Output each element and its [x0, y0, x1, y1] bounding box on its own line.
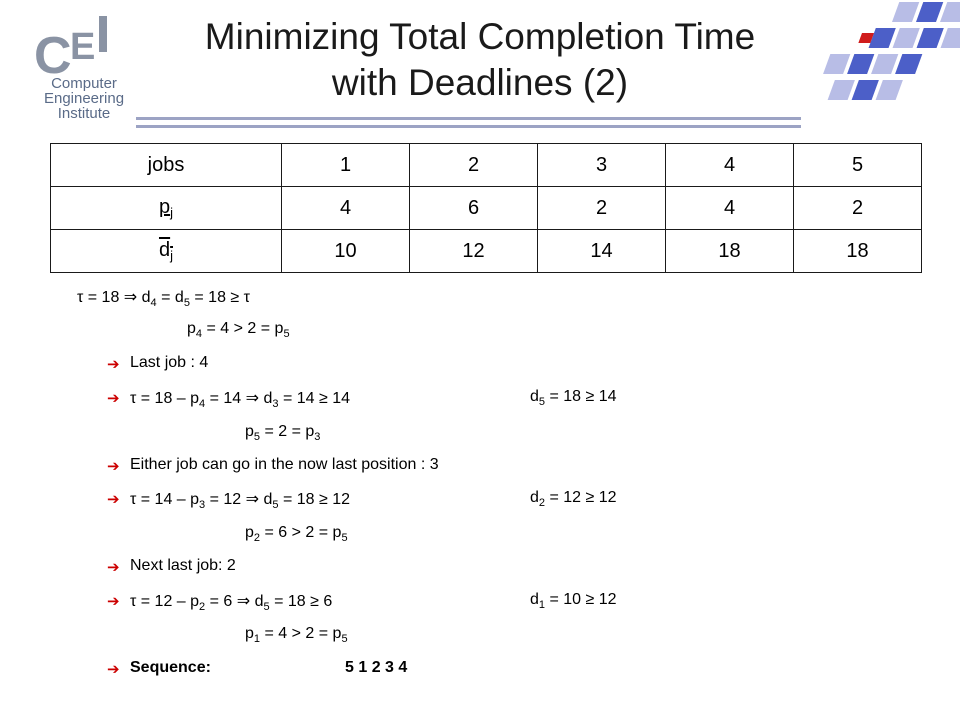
table-cell-d: 18 — [666, 230, 794, 273]
table-cell-p: 4 — [282, 187, 410, 230]
l7-c: = 18 ≥ 12 — [278, 491, 351, 508]
l5-b: = 2 = p — [260, 423, 315, 440]
arrow-right-icon: ➔ — [107, 356, 120, 373]
l7-sub1: 3 — [199, 499, 206, 511]
text-line-9: Next last job: 2 — [130, 557, 236, 574]
arrow-right-icon: ➔ — [107, 491, 120, 508]
l8-a: p — [245, 524, 254, 541]
l2-a: p — [187, 320, 196, 337]
l10-sub1: 2 — [199, 601, 206, 613]
l7r-b: = 12 ≥ 12 — [545, 489, 617, 506]
l7-b: = 12 ⇒ d — [205, 491, 273, 508]
title-line1: Minimizing Total Completion Time — [204, 16, 756, 57]
l10r-b: = 10 ≥ 12 — [545, 591, 617, 608]
table-header-d — [51, 230, 282, 273]
jobs-table — [50, 143, 922, 273]
logo-bar-shape — [99, 16, 107, 52]
logo-line3: Institute — [57, 105, 111, 122]
logo-text — [36, 76, 132, 121]
arrow-right-icon: ➔ — [107, 559, 120, 576]
text-line-1 — [77, 287, 250, 309]
l10r-a: d — [530, 591, 539, 608]
l4-b: = 14 ⇒ d — [205, 390, 273, 407]
table-cell-job: 5 — [794, 144, 922, 187]
decorative-squares — [820, 0, 960, 110]
l4-c: = 14 ≥ 14 — [278, 390, 351, 407]
l11-sub2: 5 — [341, 633, 348, 645]
table-cell-p: 2 — [538, 187, 666, 230]
l1-a: τ = 18 ⇒ d — [77, 289, 151, 306]
text-line-5 — [245, 423, 320, 443]
l7-a: τ = 14 – p — [130, 491, 200, 508]
l1-sub1: 4 — [150, 297, 157, 309]
table-cell-d: 12 — [410, 230, 538, 273]
text-line-11 — [245, 625, 348, 645]
table-cell-p: 2 — [794, 187, 922, 230]
text-line-8 — [245, 524, 348, 544]
l2-b: = 4 > 2 = p — [202, 320, 284, 337]
table-cell-job: 2 — [410, 144, 538, 187]
text-line-7 — [130, 489, 350, 511]
l10r-sub: 1 — [538, 599, 546, 611]
l7-sub2: 5 — [272, 499, 279, 511]
text-line-10-right — [530, 591, 617, 611]
table-cell-job: 1 — [282, 144, 410, 187]
l4-sub2: 3 — [272, 398, 279, 410]
l8-b: = 6 > 2 = p — [260, 524, 342, 541]
p-label-sub: j — [170, 205, 173, 220]
l10-c: = 18 ≥ 6 — [269, 593, 333, 610]
l4r-sub: 5 — [538, 396, 546, 408]
table-cell-d: 18 — [794, 230, 922, 273]
l2-sub1: 4 — [195, 328, 203, 340]
l7r-a: d — [530, 489, 539, 506]
table-cell-d: 14 — [538, 230, 666, 273]
table-cell-job: 4 — [666, 144, 794, 187]
table-header-jobs: jobs — [51, 144, 282, 187]
table-row-jobs — [51, 144, 922, 187]
text-line-10 — [130, 591, 332, 613]
logo-line2: Engineering — [43, 90, 125, 107]
l2-sub2: 5 — [283, 328, 290, 340]
l11-sub1: 1 — [253, 633, 261, 645]
d-label-sub: j — [170, 248, 173, 263]
table-row-p — [51, 187, 922, 230]
title-line2: with Deadlines (2) — [331, 62, 629, 103]
text-line-6: Either job can go in the now last position : 3 — [130, 456, 439, 473]
arrow-right-icon: ➔ — [107, 390, 120, 407]
l7r-sub: 2 — [538, 497, 546, 509]
l10-b: = 6 ⇒ d — [205, 593, 264, 610]
l11-a: p — [245, 625, 254, 642]
logo-letter-c: C — [34, 27, 72, 85]
l5-sub2: 3 — [314, 431, 321, 443]
text-line-7-right — [530, 489, 617, 509]
text-line-4-right — [530, 388, 617, 408]
table-row-d — [51, 230, 922, 273]
arrow-right-icon: ➔ — [107, 661, 120, 678]
l4r-b: = 18 ≥ 14 — [545, 388, 617, 405]
cei-logo — [26, 14, 136, 124]
l10-sub2: 5 — [263, 601, 270, 613]
logo-line1: Computer — [51, 75, 117, 92]
l4-sub1: 4 — [199, 398, 206, 410]
title-rule-bottom — [136, 125, 801, 128]
l10-a: τ = 12 – p — [130, 593, 200, 610]
text-line-2 — [187, 320, 290, 340]
table-cell-job: 3 — [538, 144, 666, 187]
decorative-squares-graphic — [820, 0, 960, 110]
l1-sub2: 5 — [183, 297, 190, 309]
l1-c: = 18 ≥ τ — [189, 289, 250, 306]
l4r-a: d — [530, 388, 539, 405]
p-label: p — [158, 196, 171, 218]
table-cell-p: 6 — [410, 187, 538, 230]
l11-b: = 4 > 2 = p — [260, 625, 342, 642]
text-line-3: Last job : 4 — [130, 354, 209, 371]
logo-letter-e: E — [70, 26, 96, 68]
text-line-4 — [130, 388, 350, 410]
title-rule-top — [136, 117, 801, 120]
arrow-right-icon: ➔ — [107, 458, 120, 475]
l1-b: = d — [156, 289, 184, 306]
l4-a: τ = 18 – p — [130, 390, 200, 407]
l5-sub1: 5 — [253, 431, 261, 443]
l5-a: p — [245, 423, 254, 440]
sequence-label: Sequence: — [130, 659, 211, 676]
l8-sub2: 5 — [341, 532, 348, 544]
table-header-p — [51, 187, 282, 230]
d-label: d — [158, 239, 171, 261]
l8-sub1: 2 — [253, 532, 261, 544]
arrow-right-icon: ➔ — [107, 593, 120, 610]
sequence-value: 5 1 2 3 4 — [345, 659, 408, 676]
table-cell-p: 4 — [666, 187, 794, 230]
slide-title — [140, 14, 820, 106]
table-cell-d: 10 — [282, 230, 410, 273]
